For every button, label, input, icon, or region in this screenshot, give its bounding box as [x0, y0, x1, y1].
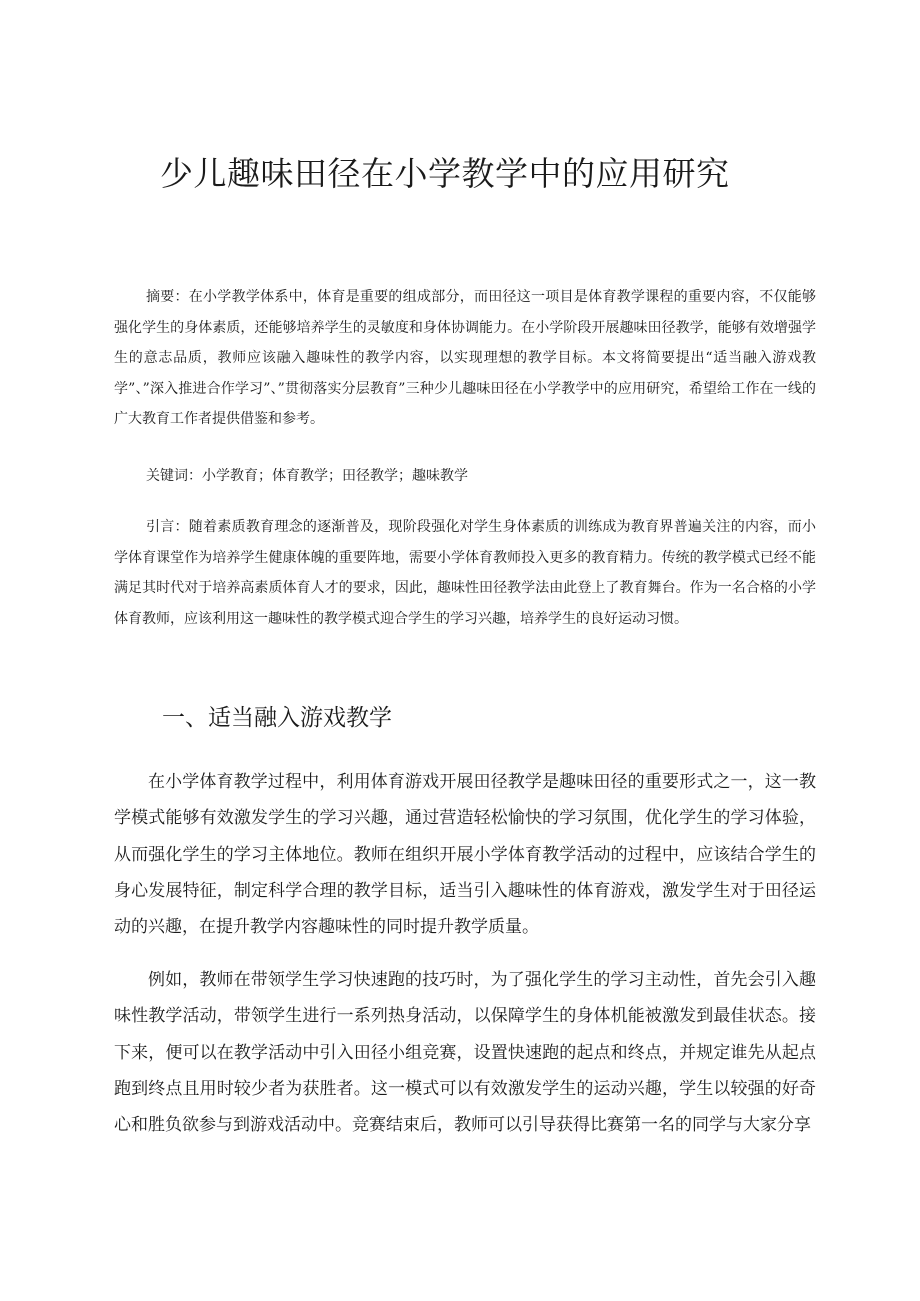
section-heading-1: 一、适当融入游戏教学 — [162, 705, 392, 731]
abstract-paragraph: 摘要：在小学教学体系中，体育是重要的组成部分，而田径这一项目是体育教学课程的重要内容，不仅能够强化学生的身体素质，还能够培养学生的灵敏度和身体协调能力。在小学阶段开展趣味田径教学，能够有效增强学生的意志品质，教师应该融入趣味性的教学内容，以实现理想的教学目标。本文将简要提出“适当融入游戏教学”、”深入推进合作学习”、”贯彻落实分层教育”三种少儿趣味田径在小学教学中的应用研究，希望给工作在一线的广大教育工作者提供借鉴和参考。 — [114, 289, 816, 427]
section1-paragraph-2: 例如，教师在带领学生学习快速跑的技巧时，为了强化学生的学习主动性，首先会引入趣味性教学活动，带领学生进行一系列热身活动，以保障学生的身体机能被激发到最佳状态。接下来，便可以在教学活动中引入田径小组竞赛，设置快速跑的起点和终点，并规定谁先从起点跑到终点且用时较少者为获胜者。这一模式可以有效激发学生的运动兴趣，学生以较强的好奇心和胜负欲参与到游戏活动中。竞赛结束后，教师可以引导获得比赛第一名的同学与大家分享 — [114, 970, 816, 1136]
introduction-paragraph: 引言：随着素质教育理念的逐渐普及，现阶段强化对学生身体素质的训练成为教育界普遍关注的内容，而小学体育课堂作为培养学生健康体魄的重要阵地，需要小学体育教师投入更多的教育精力。传统的教学模式已经不能满足其时代对于培养高素质体育人才的要求，因此，趣味性田径教学法由此登上了教育舞台。作为一名合格的小学体育教师，应该利用这一趣味性的教学模式迎合学生的学习兴趣，培养学生的良好运动习惯。 — [114, 519, 816, 627]
keywords-line: 关键词：小学教育；体育教学；田径教学；趣味教学 — [146, 468, 468, 484]
section1-paragraph-1: 在小学体育教学过程中，利用体育游戏开展田径教学是趣味田径的重要形式之一，这一教学模式能够有效激发学生的学习兴趣，通过营造轻松愉快的学习氛围，优化学生的学习体验，从而强化学生的学习主体地位。教师在组织开展小学体育教学活动的过程中，应该结合学生的身心发展特征，制定科学合理的教学目标，适当引入趣味性的体育游戏，激发学生对于田径运动的兴趣，在提升教学内容趣味性的同时提升教学质量。 — [114, 772, 816, 938]
document-title: 少儿趣味田径在小学教学中的应用研究 — [160, 154, 730, 193]
